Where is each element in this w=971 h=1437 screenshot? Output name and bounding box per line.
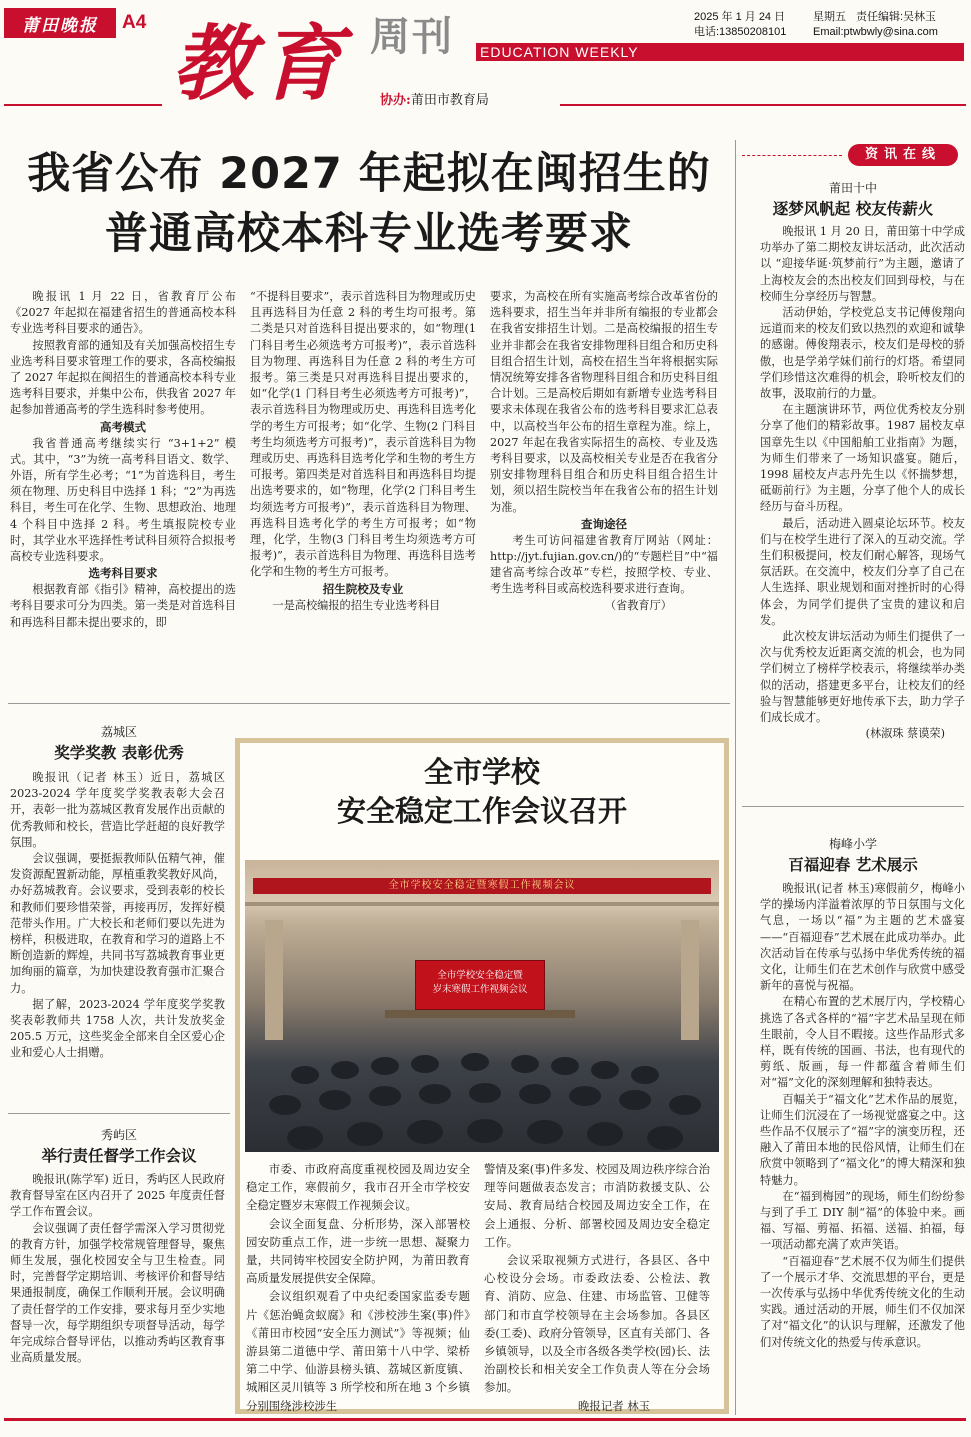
issue-date: 2025 年 1 月 24 日 (694, 11, 786, 23)
column-divider (735, 140, 736, 1415)
article-paragraph: 会议强调，要挺振教师队伍精气神，催发资源配置新动能，厚植重教奖教好风尚，办好荔城教育。会议要求，受到表彰的校长和教师们要珍惜荣誉，再接再厉，发挥好模范带头作用。广大校长和老师们要以先进为榜样，积极进取，在教育和学习的道路上不断创造新的辉煌，共同书写荔城教育事业更加绚丽的篇章，为加快建设教育强市汇聚合力。 (10, 852, 225, 995)
article-paragraph: 晚报讯 1 月 20 日，莆田第十中学成功举办了第二期校友讲坛活动，此次活动以 “迎接华诞·筑梦前行”为主题，邀请了上海校友会的杰出校友们回到母校，与在校师生分享经历与智慧。 (760, 225, 965, 303)
featured-author: 晚报记者 林玉 (578, 1398, 650, 1413)
header-rule-right (560, 104, 966, 106)
article-paragraph: 在“福到梅园”的现场，师生们纷纷参与到了手工 DIY 制“福”的体验中来。画福、写福、剪福、拓福、送福、拍福，每一项活动都充满了欢声笑语。 (760, 1189, 965, 1252)
lead-paragraph: 按照教育部的通知及有关加强高校招生专业选考科目要求管理工作的要求，各高校编报了 2027 年起拟在闽招生的普通高校本科专业选考科目要求，并集中公布，供我省 2027 年起参加普通高考的学生选科时参考使用。 (10, 338, 236, 417)
article-divider (742, 806, 964, 807)
lead-column-2 (250, 289, 476, 614)
article-author: (林淑珠 蔡谟荣) (865, 727, 945, 741)
lead-column-1 (10, 289, 236, 631)
article-paragraph: 活动伊始，学校党总支书记傅俊翔向远道而来的校友们致以热烈的欢迎和诚挚的感谢。傅俊翔表示，校友们是母校的骄傲，也是学弟学妹们前行的灯塔。希望同学们珍惜这次难得的机会，聆听校友们的故事，汲取前行的力量。 (760, 306, 965, 401)
article-title: 百福迎春 艺术展示 (788, 856, 918, 874)
section-title-big: 教育 (172, 16, 348, 112)
article-title: 逐梦风帆起 校友传薪火 (772, 200, 934, 218)
section-divider (8, 703, 730, 704)
article-paragraph: 晚报讯(记者 林玉)寒假前夕，梅峰小学的操场内洋溢着浓厚的节日氛围与文化气息，一场以“福”为主题的艺术盛宴——“百福迎春”艺术展在此成功举办。此次活动旨在传承与弘扬中华优秀传统的福文化，让师生们在艺术创作与欣赏中感受新年的喜悦与祝福。 (760, 882, 965, 993)
article-paragraph: 最后，活动进入圆桌论坛环节。校友们与在校学生进行了深入的互动交流。学生们积极提问，校友们耐心解答，现场气氛活跃。在交流中，校友们分享了自己在人生选择、职业规划和面对挫折时的心得体会，为同学们提供了宝贵的建议和启发。 (760, 516, 965, 627)
co-organizer-name: 莆田市教育局 (410, 93, 489, 108)
lead-paragraph: 考生可访问福建省教育厅网站（网址：http://jyt.fujian.gov.cn/)的“专题栏目”中“福建省高考综合改革”专栏，按照学校、专业、考生选考科目或高校选科要求进行查询。 (490, 533, 718, 596)
photo-stage-screen (415, 960, 545, 1010)
lead-paragraph: 要求，为高校在所有实施高考综合改革省份的选科要求，招生当年并非所有编报的专业都会在我省安排招生计划。二是高校编报的招生专业并非都会在我省安排物理科目组合和历史科目组合招生计划，高校在招生当年将根据实际情况统筹安排各省物理科目组合和历史科目组合计划。三是高校后期如有新增专业选考科目要求未体现在我省公布的选考科目要求汇总表中，以高校当年公布的招生章程为准。综上，2027 年起在我省实际招生的高校、专业及选考科目要求，以及高校相关专业是否在我省分别安排物理科目组合和历史科目组合招生计划，须以招生院校当年在我省公布的招生计划为准。 (490, 290, 718, 514)
article-title: 举行责任督学工作会议 (41, 1147, 197, 1165)
article-divider (8, 1113, 230, 1114)
article-paragraph: 在主题演讲环节，两位优秀校友分别分享了他们的精彩故事。1987 届校友卓国章先生以《中国船舶工业指南》为题，为师生们带来了一场知识盛宴。随后，1998 届校友卢志丹先生以《怀揣梦想，砥砺前行》为主题，分享了他个人的成长经历与奋斗历程。 (760, 403, 965, 514)
article-school: 莆田十中 (828, 181, 877, 195)
article-district: 秀屿区 (100, 1128, 137, 1142)
lead-subheading: 高考模式 (100, 419, 146, 434)
featured-paragraph: 警情及案(事)件多发、校园及周边秩序综合治理等问题做表态发言；市消防救援支队、公安局、教育局结合校园及周边安全工作，在会上通报、分析、部署校园及周边安全稳定工作。 (484, 1162, 710, 1249)
lead-paragraph: “不提科目要求”，表示首选科目为物理或历史且再选科目为任意 2 科的考生均可报考。第二类是只对首选科目提出要求的，如“物理(1 门科目考生必须选考方可报考)”，表示首选科目为物理、再选科目为任意 2 科的考生方可报考。第三类是只对再选科目提出要求的，如“化学(1 门科目考生必须选考方可报考)”，表示首选科目为物理或历史、再选科目选考化学的考生方可报考；如“化学、生物(2 门科目考生均须选考方可报考)”，表示首选科目为物理或历史、再选科目选考化学和生物的考生方可报考。第四类是对首选科目和再选科目均提出选考要求的，如“物理，化学(2 门科目考生均须选考方可报考)”，表示首选科目为物理、再选科目选考化学的考生方可报考；如“物理，化学，生物(3 门科目考生均须选考方可报考)”，表示首选科目为物理、再选科目选考化学和生物的考生方可报考。 (250, 290, 476, 579)
lead-paragraph: 晚报讯 1 月 22 日，省教育厅公布《2027 年起拟在福建省招生的普通高校本科专业选考科目要求的通告》。 (10, 290, 236, 336)
section-tag: 资讯在线 (848, 144, 958, 166)
editor-name: 责任编辑:吴林玉 (856, 11, 937, 23)
co-organizer (380, 93, 489, 109)
featured-column-2 (484, 1160, 710, 1415)
article-paragraph: 此次校友讲坛活动为师生们提供了一次与优秀校友近距离交流的机会，也为同学们树立了榜样学校表示，将继续举办类似的活动，搭建更多平台，让校友们的经验与智慧能够更好地传承下去，助力学子们成长成才。 (760, 630, 965, 725)
lead-subheading: 查询途径 (581, 516, 627, 531)
page-number: A4 (122, 12, 147, 33)
article-title: 奖学奖教 表彰优秀 (54, 744, 184, 762)
editor-email[interactable]: Email:ptwbwly@sina.com (813, 26, 938, 38)
article-district: 荔城区 (100, 725, 137, 739)
article-school: 梅峰小学 (828, 837, 877, 851)
article-paragraph: 会议强调了责任督学需深入学习贯彻党的教育方针，加强学校常规管理督导，聚焦师生发展，强化校园安全与卫生检查。同时，完善督学定期培训、考核评价和督导结果通报制度，确保工作顺利开展。会议明确了责任督学的工作安排，要求每月至少实地督导一次，每学期组织专项督导活动，每学年完成综合督导评估，以推动秀屿区教育事业高质量发展。 (10, 1221, 225, 1365)
lead-subheading: 选考科目要求 (88, 566, 158, 581)
lead-column-3 (490, 289, 718, 614)
article-body (760, 881, 965, 1351)
editor-phone: 电话:13850208101 (694, 26, 787, 38)
article-paragraph: 据了解，2023-2024 学年度奖学奖教奖表彰教师共 1758 人次，共计发放奖金 205.5 万元，这些奖金全部来自全区爱心企业和爱心人士捐赠。 (10, 997, 225, 1060)
english-title: EDUCATION WEEKLY (480, 44, 639, 60)
lead-headline: 我省公布 2027 年起拟在闽招生的普通高校本科专业选考要求 (27, 149, 711, 259)
featured-paragraph: 会议组织观看了中央纪委国家监委专题片《惩治蝇贪蚁腐》和《涉校涉生案(事)件》《莆田市校园“安全压力测试”》等视频；仙游县第二道德中学、莆田第十八中学、梁桥第二中学、仙游县榜头镇、荔城区新度镇、城厢区灵川镇等 3 所学校和所在地 3 个乡镇分别围绕涉校涉生 (246, 1289, 470, 1413)
photo-banner-text: 全市学校安全稳定暨寒假工作视频会议 (253, 878, 711, 894)
featured-paragraph: 会议采取视频方式进行，各县区、各中心校设分会场。市委政法委、公检法、教育、消防、应急、住建、市场监管、卫健等部门和市直学校领导在主会场参加。各县区委(工委)、政府分管领导，区直有关部门、各乡镇领导，以及全市各级各类学校(园)长、法治副校长和相关安全工作负责人等在分会场参加。 (484, 1253, 710, 1395)
featured-paragraph: 会议全面复盘、分析形势，深入部署校园安防重点工作，进一步统一思想、凝聚力量，共同铸牢校园安全防护网，为莆田教育高质量发展提供安全保障。 (246, 1216, 470, 1286)
lead-paragraph: 根据教育部《指引》精神，高校提出的选考科目要求可分为四类。第一类是对首选科目和再选科目都未提出要求的，即 (10, 583, 236, 629)
article-paragraph: 在精心布置的艺术展厅内，学校精心挑选了各式各样的“福”字艺术品呈现在师生眼前，令人目不暇接。这些作品形式多样，既有传统的国画、书法，也有现代的剪纸、版画，每一件都蕴含着师生们对“福”文化的深刻理解和独特表达。 (760, 995, 965, 1090)
featured-article-title (245, 753, 719, 831)
article-paragraph: 晚报讯(陈学军) 近日，秀屿区人民政府教育督导室在区内召开了 2025 年度责任督学工作布置会议。 (10, 1173, 225, 1219)
footer-rule (4, 1418, 966, 1421)
lead-source: （省教育厅） (604, 598, 672, 612)
newspaper-logo: 莆田晚报 (4, 8, 116, 38)
article-paragraph: 百幅关于“福文化”艺术作品的展览，让师生们沉浸在了一场视觉盛宴之中。这些作品不仅展示了“福”字的演变历程，还融入了莆田本地的民俗风情，让师生们在欣赏中领略到了“福文化”的博大精深和独特魅力。 (760, 1092, 965, 1187)
meeting-photo (245, 860, 719, 1152)
lead-paragraph: 一是高校编报的招生专业选考科目 (272, 598, 441, 612)
lead-subheading: 招生院校及专业 (322, 581, 404, 596)
header-rule-left (4, 104, 162, 106)
article-body (10, 770, 225, 1062)
lead-paragraph: 我省普通高考继续实行 “3+1+2” 模式。其中，“3”为统一高考科目语文、数学、外语，所有学生必考；“1”为首选科目，考生须在物理、历史科目中选择 1 科；“2”为再选科目，考生可在化学、生物、思想政治、地理 4 个科目中选择 2 科。考生填报院校专业时，其学业水平选择性考试科目须符合拟报考高校专业选科要求。 (10, 436, 236, 564)
co-organizer-label: 协办: (380, 93, 411, 108)
article-body (760, 224, 965, 743)
featured-title-line: 安全稳定工作会议召开 (336, 794, 627, 828)
featured-title-line: 全市学校 (423, 755, 540, 789)
issue-weekday: 星期五 (813, 11, 846, 23)
article-body (10, 1172, 225, 1366)
article-paragraph: 晚报讯（记者 林玉）近日，荔城区 2023-2024 学年度奖学奖教表彰大会召开，表彰一批为荔城区教育发展作出贡献的优秀教师和校长，营造比学赶超的良好教学氛围。 (10, 771, 225, 849)
featured-paragraph: 市委、市政府高度重视校园及周边安全稳定工作，寒假前夕，我市召开全市学校安全稳定暨岁末寒假工作视频会议。 (246, 1162, 470, 1213)
featured-column-1 (246, 1160, 470, 1415)
article-paragraph: “百福迎春”艺术展不仅为师生们提供了一个展示才华、交流思想的平台，更是一次传承与弘扬中华优秀传统文化的生动实践。通过活动的开展，师生们不仅加深了对“福文化”的认识与理解，还激发了他们对传统文化的热爱与传承意识。 (760, 1254, 965, 1349)
screen-text-line: 岁末寒假工作视频会议 (432, 984, 528, 995)
screen-text-line: 全市学校安全稳定暨 (437, 970, 523, 981)
section-title-small: 周刊 (370, 14, 454, 60)
section-tag-rule (742, 155, 842, 156)
